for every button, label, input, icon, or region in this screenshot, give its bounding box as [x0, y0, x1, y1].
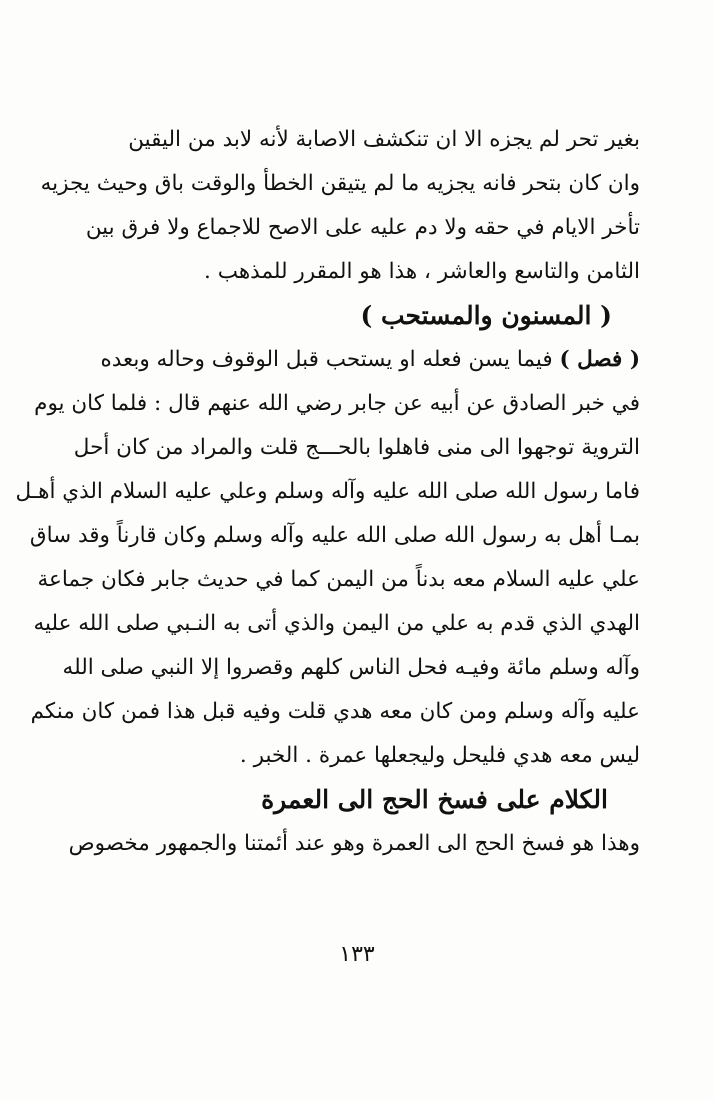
- text-line: وان كان بتحر فانه يجزيه ما لم يتيقن الخطأ والوقت باق وحيث يجزيه: [40, 171, 640, 196]
- text-line: في خبر الصادق عن أبيه عن جابر رضي الله عنهم قال : فلما كان يوم: [34, 391, 640, 416]
- text-line: فاما رسول الله صلى الله عليه وآله وسلم وعلي عليه السلام الذي أهـل: [15, 479, 640, 504]
- fasl-line-text: فيما يسن فعله او يستحب قبل الوقوف وحاله وبعده: [100, 347, 553, 372]
- subsection-heading: الكلام على فسخ الحج الى العمرة: [261, 785, 608, 814]
- text-line: الهدي الذي قدم به علي من اليمن والذي أتى به النـبي صلى الله عليه: [33, 611, 640, 636]
- text-line: بغير تحر لم يجزه الا ان تنكشف الاصابة لأنه لابد من اليقين: [128, 127, 640, 152]
- text-line: علي عليه السلام معه بدناً من اليمن كما في حديث جابر فكان جماعة: [37, 567, 640, 592]
- page-body: [15, 118, 640, 866]
- text-line: تأخر الايام في حقه ولا دم عليه على الاصح للاجماع ولا فرق بين: [85, 215, 640, 240]
- text-line: عليه وآله وسلم ومن كان معه هدي قلت وفيه قبل هذا فمن كان منكم: [30, 699, 640, 724]
- fasl-label: ( فصل ): [559, 347, 640, 372]
- text-line: التروية توجهوا الى منى فاهلوا بالحـــج قلت والمراد من كان أحل: [73, 435, 640, 460]
- text-line: وآله وسلم مائة وفيـه فحل الناس كلهم وقصروا إلا النبي صلى الله: [62, 655, 640, 680]
- section-heading: ( المسنون والمستحب ): [360, 301, 612, 330]
- page-number: ١٣٣: [339, 942, 375, 967]
- text-line: الثامن والتاسع والعاشر ، هذا هو المقرر للمذهب .: [204, 259, 640, 284]
- fasl-line: [100, 338, 640, 382]
- text-line: ليس معه هدي فليحل وليجعلها عمرة . الخبر .: [239, 743, 640, 768]
- text-line: وهذا هو فسخ الحج الى العمرة وهو عند أئمتنا والجمهور مخصوص: [68, 831, 640, 856]
- text-line: بمـا أهل به رسول الله صلى الله عليه وآله وسلم وكان قارناً وقد ساق: [29, 523, 640, 548]
